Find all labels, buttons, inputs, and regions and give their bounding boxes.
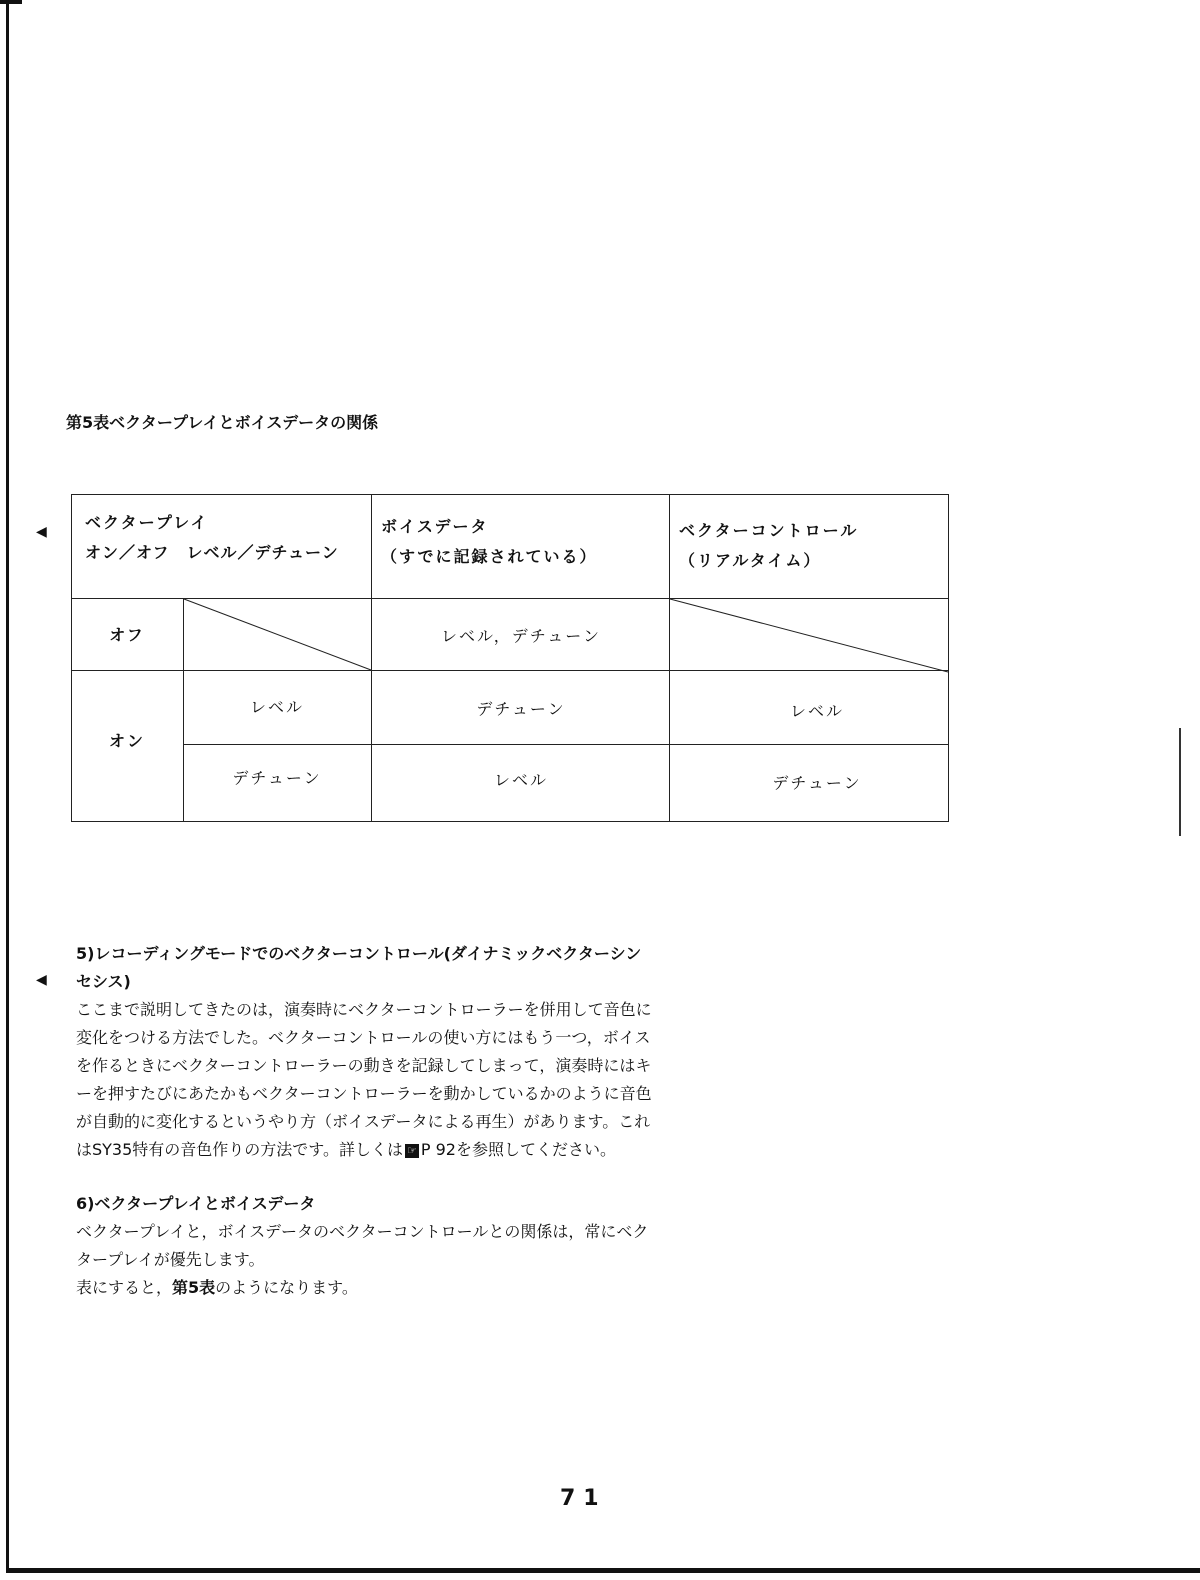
binder-mark-icon: ◀ [36, 972, 47, 988]
section-5 [76, 940, 756, 1164]
header-voice-data-title: ボイスデータ [381, 517, 489, 536]
section-6-body-line: タープレイが優先します。 [76, 1250, 265, 1269]
row-on-label: オン [108, 731, 146, 751]
scan-edge-tick [0, 0, 22, 4]
row-on-detune-voice-data: レベル [493, 770, 549, 790]
section-6-last-line-pre: 表にすると， [76, 1278, 173, 1297]
section-5-body-line: はSY35特有の音色作りの方法です。詳しくは [76, 1140, 404, 1159]
section-5-body-line: を作るときにベクターコントローラーの動きを記録してしまって，演奏時にはキ [76, 1056, 652, 1075]
section-6-body-line: ベクタープレイと，ボイスデータのベクターコントロールとの関係は，常にベク [76, 1222, 649, 1241]
row-on-level-voice-data: デチューン [476, 699, 566, 719]
section-5-body-last-line [76, 1136, 756, 1164]
header-vector-control-sub: （リアルタイム） [679, 551, 822, 570]
section-5-body-line: ーを押すたびにあたかもベクターコントローラーを動かしているかのように音色 [76, 1084, 652, 1103]
header-voice-data [381, 512, 597, 572]
header-vector-play-sub: オン／オフ レベル／デチューン [85, 543, 339, 562]
binder-mark-icon: ◀ [36, 524, 47, 540]
page-reference-icon: ☞ [407, 1143, 417, 1157]
section-5-body-line: ここまで説明してきたのは，演奏時にベクターコントローラーを併用して音色に [76, 1000, 652, 1019]
page-reference-link[interactable]: P 92 [420, 1140, 456, 1159]
scan-edge-left [6, 0, 9, 1572]
row-on-level-label: レベル [249, 697, 305, 717]
header-vector-control-title: ベクターコントロール [679, 521, 859, 540]
header-vector-play-title: ベクタープレイ [85, 513, 209, 532]
scan-edge-right [1179, 728, 1181, 836]
table-caption: 第5表ベクタープレイとボイスデータの関係 [66, 413, 379, 432]
section-6-last-line-post: のようになります。 [215, 1278, 358, 1297]
section-6 [76, 1190, 756, 1302]
section-5-heading-line1: 5)レコーディングモードでのベクターコントロール(ダイナミックベクターシン [76, 944, 642, 963]
header-vector-control [679, 516, 858, 576]
header-voice-data-sub: （すでに記録されている） [381, 547, 598, 566]
section-5-body-line: が自動的に変化するというやり方（ボイスデータによる再生）があります。これ [76, 1112, 651, 1131]
table-reference: 第5表 [172, 1278, 216, 1297]
row-off-label: オフ [109, 625, 145, 645]
page-number: 71 [560, 1486, 607, 1511]
relation-table [71, 494, 949, 822]
section-5-body-tail: を参照してください。 [455, 1140, 616, 1159]
header-vector-play [85, 508, 339, 568]
row-on-detune-label: デチューン [232, 768, 322, 788]
row-on-level-vector-control: レベル [789, 701, 845, 721]
section-6-last-line [76, 1274, 756, 1302]
section-5-body-line: 変化をつける方法でした。ベクターコントロールの使い方にはもう一つ，ボイス [76, 1028, 651, 1047]
row-off-voice-data: レベル，デチューン [441, 626, 601, 646]
scan-edge-bottom [6, 1568, 1200, 1573]
section-5-heading-line2: セシス) [76, 972, 131, 991]
empty-cell-slash-vector-play [184, 599, 371, 670]
row-on-detune-vector-control: デチューン [772, 773, 862, 793]
section-6-heading: 6)ベクタープレイとボイスデータ [76, 1194, 316, 1213]
empty-cell-slash-vector-control [670, 599, 948, 672]
